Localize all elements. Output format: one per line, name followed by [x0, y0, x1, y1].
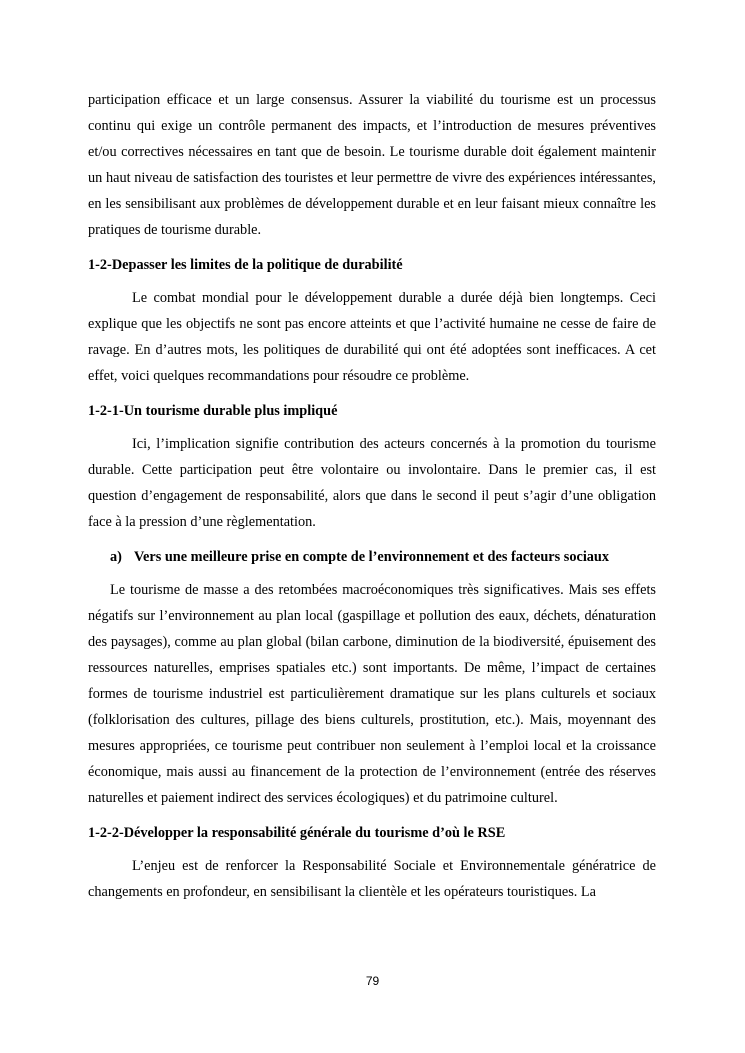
paragraph-durability-limits: Le combat mondial pour le développement durable a durée déjà bien longtemps. Ceci explique que les objectifs ne sont pas encore atteints et que l’activité humaine ne cesse de faire de ravage. En d’autres mots, les politiques de durabilité qui ont été adoptées sont inefficaces. A cet effet, voici quelques recommandations pour résoudre ce problème.: [88, 290, 656, 384]
list-heading-a: [88, 544, 656, 570]
list-marker: a): [110, 549, 122, 565]
section-heading-1-2: 1-2-Depasser les limites de la politique de durabilité: [88, 257, 403, 273]
section-heading-1-2-2: 1-2-2-Développer la responsabilité générale du tourisme d’où le RSE: [88, 825, 506, 841]
paragraph-continuation: participation efficace et un large consensus. Assurer la viabilité du tourisme est un processus continu qui exige un contrôle permanent des impacts, et l’introduction de mesures préventives et/ou correctives nécessaires en tant que de besoin. Le tourisme durable doit également maintenir un haut niveau de satisfaction des touristes et leur permettre de vivre des expériences intéressantes, en les sensibilisant aux problèmes de développement durable et en leur faisant mieux connaître les pratiques de tourisme durable.: [88, 92, 656, 238]
paragraph-rse: L’enjeu est de renforcer la Responsabilité Sociale et Environnementale génératrice de changements en profondeur, en sensibilisant la clientèle et les opérateurs touristiques. La: [88, 858, 656, 900]
section-heading-1-2-1: 1-2-1-Un tourisme durable plus impliqué: [88, 403, 338, 419]
list-heading-text: Vers une meilleure prise en compte de l’environnement et des facteurs sociaux: [134, 549, 610, 565]
paragraph-mass-tourism: Le tourisme de masse a des retombées macroéconomiques très significatives. Mais ses effets négatifs sur l’environnement au plan local (gaspillage et pollution des eaux, déchets, dénaturation des paysages), comme au plan global (bilan carbone, diminution de la biodiversité, épuisement des ressources naturelles, emprises spatiales etc.) sont importants. De même, l’impact de certaines formes de tourisme industriel est particulièrement dramatique sur les plans culturels et sociaux (folklorisation des cultures, pillage des biens culturels, prostitution, etc.). Mais, moyennant des mesures appropriées, ce tourisme peut contribuer non seulement à l’emploi local et la croissance économique, mais aussi au financement de la protection de l’environnement (entrée des réserves naturelles et paiement indirect des services écologiques) et du patrimoine culturel.: [88, 582, 656, 806]
page-number: 79: [365, 974, 380, 988]
page-body: [88, 87, 656, 914]
paragraph-implication: Ici, l’implication signifie contribution des acteurs concernés à la promotion du tourisme durable. Cette participation peut être volontaire ou involontaire. Dans le premier cas, il est question d’engagement de responsabilité, alors que dans le second il peut s’agir d’une obligation face à la pression d’une règlementation.: [88, 436, 656, 530]
